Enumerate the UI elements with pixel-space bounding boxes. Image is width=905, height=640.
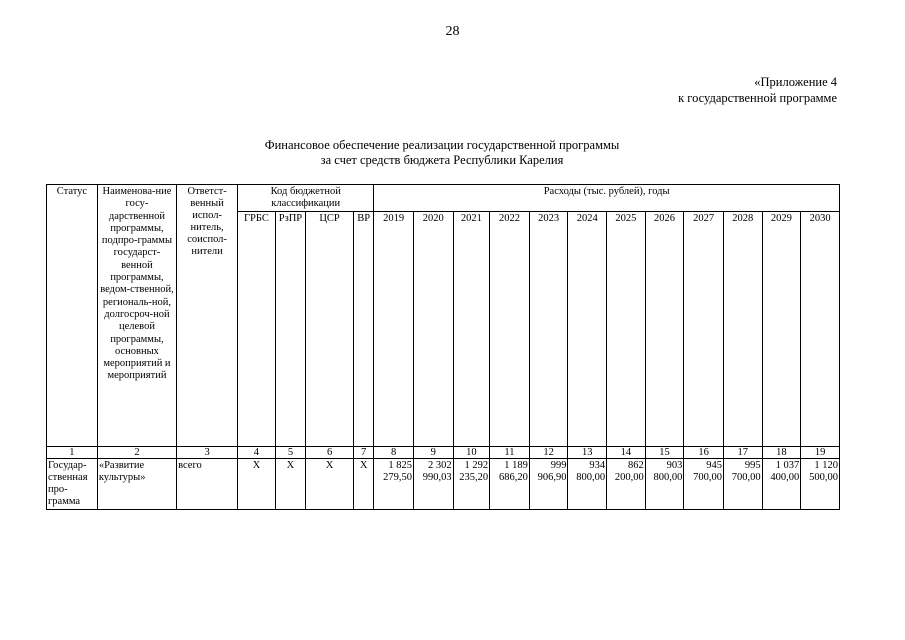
header-year: 2029 xyxy=(762,212,801,447)
header-year: 2021 xyxy=(453,212,490,447)
column-number: 10 xyxy=(453,447,490,459)
row-csr: Х xyxy=(306,459,354,510)
header-year: 2026 xyxy=(645,212,684,447)
header-rzpr: РзПР xyxy=(275,212,305,447)
column-number: 9 xyxy=(413,447,453,459)
row-value: 1 120 500,00 xyxy=(801,459,840,510)
row-value: 1 037 400,00 xyxy=(762,459,801,510)
row-responsible: всего xyxy=(177,459,238,510)
title-line-1: Финансовое обеспечение реализации государственной программы xyxy=(264,138,620,152)
appendix-line-2: к государственной программе xyxy=(678,91,837,105)
financing-table xyxy=(46,184,840,510)
header-year: 2025 xyxy=(607,212,646,447)
header-status: Статус xyxy=(47,185,98,447)
column-number: 7 xyxy=(353,447,373,459)
row-rzpr: Х xyxy=(275,459,305,510)
title-line-2: за счет средств бюджета Республики Карелия xyxy=(320,153,564,167)
header-year: 2030 xyxy=(801,212,840,447)
row-value: 1 825 279,50 xyxy=(374,459,414,510)
header-year: 2022 xyxy=(490,212,530,447)
row-value: 862 200,00 xyxy=(607,459,646,510)
row-name: «Развитие культуры» xyxy=(97,459,176,510)
header-year: 2023 xyxy=(529,212,568,447)
row-grbs: Х xyxy=(238,459,276,510)
column-number: 6 xyxy=(306,447,354,459)
header-expenses: Расходы (тыс. рублей), годы xyxy=(374,185,840,212)
header-responsible: Ответст-венный испол-нитель, соиспол-нители xyxy=(177,185,238,447)
header-year: 2019 xyxy=(374,212,414,447)
row-value: 903 800,00 xyxy=(645,459,684,510)
column-number: 5 xyxy=(275,447,305,459)
column-number: 8 xyxy=(374,447,414,459)
column-number: 11 xyxy=(490,447,530,459)
row-value: 995 700,00 xyxy=(723,459,762,510)
header-grbs: ГРБС xyxy=(238,212,276,447)
page-number: 28 xyxy=(445,24,460,39)
row-value: 1 292 235,20 xyxy=(453,459,490,510)
row-value: 945 700,00 xyxy=(684,459,724,510)
column-number: 16 xyxy=(684,447,724,459)
header-vr: ВР xyxy=(353,212,373,447)
header-csr: ЦСР xyxy=(306,212,354,447)
row-value: 1 189 686,20 xyxy=(490,459,530,510)
column-number: 13 xyxy=(568,447,607,459)
header-name: Наименова-ние госу-дарственной программы, подпро-граммы государст-венной программы, ведом-ственной, региональ-ной, долгосроч-ной целевой программы, основных мероприятий и мероприятий xyxy=(97,185,176,447)
header-year: 2024 xyxy=(568,212,607,447)
column-number-row xyxy=(47,447,840,459)
appendix-note xyxy=(678,74,837,106)
row-status: Государ-ственная про-грамма xyxy=(47,459,98,510)
header-year: 2027 xyxy=(684,212,724,447)
column-number: 19 xyxy=(801,447,840,459)
header-year: 2020 xyxy=(413,212,453,447)
column-number: 18 xyxy=(762,447,801,459)
column-number: 4 xyxy=(238,447,276,459)
column-number: 12 xyxy=(529,447,568,459)
row-value: 999 906,90 xyxy=(529,459,568,510)
header-budget-code: Код бюджетной классификации xyxy=(238,185,374,212)
row-vr: Х xyxy=(353,459,373,510)
column-number: 3 xyxy=(177,447,238,459)
table-row xyxy=(47,459,840,510)
header-row-1 xyxy=(47,185,840,212)
column-number: 1 xyxy=(47,447,98,459)
appendix-line-1: «Приложение 4 xyxy=(754,75,837,89)
header-year: 2028 xyxy=(723,212,762,447)
row-value: 934 800,00 xyxy=(568,459,607,510)
column-number: 15 xyxy=(645,447,684,459)
column-number: 17 xyxy=(723,447,762,459)
document-title xyxy=(0,138,884,168)
column-number: 2 xyxy=(97,447,176,459)
row-value: 2 302 990,03 xyxy=(413,459,453,510)
column-number: 14 xyxy=(607,447,646,459)
